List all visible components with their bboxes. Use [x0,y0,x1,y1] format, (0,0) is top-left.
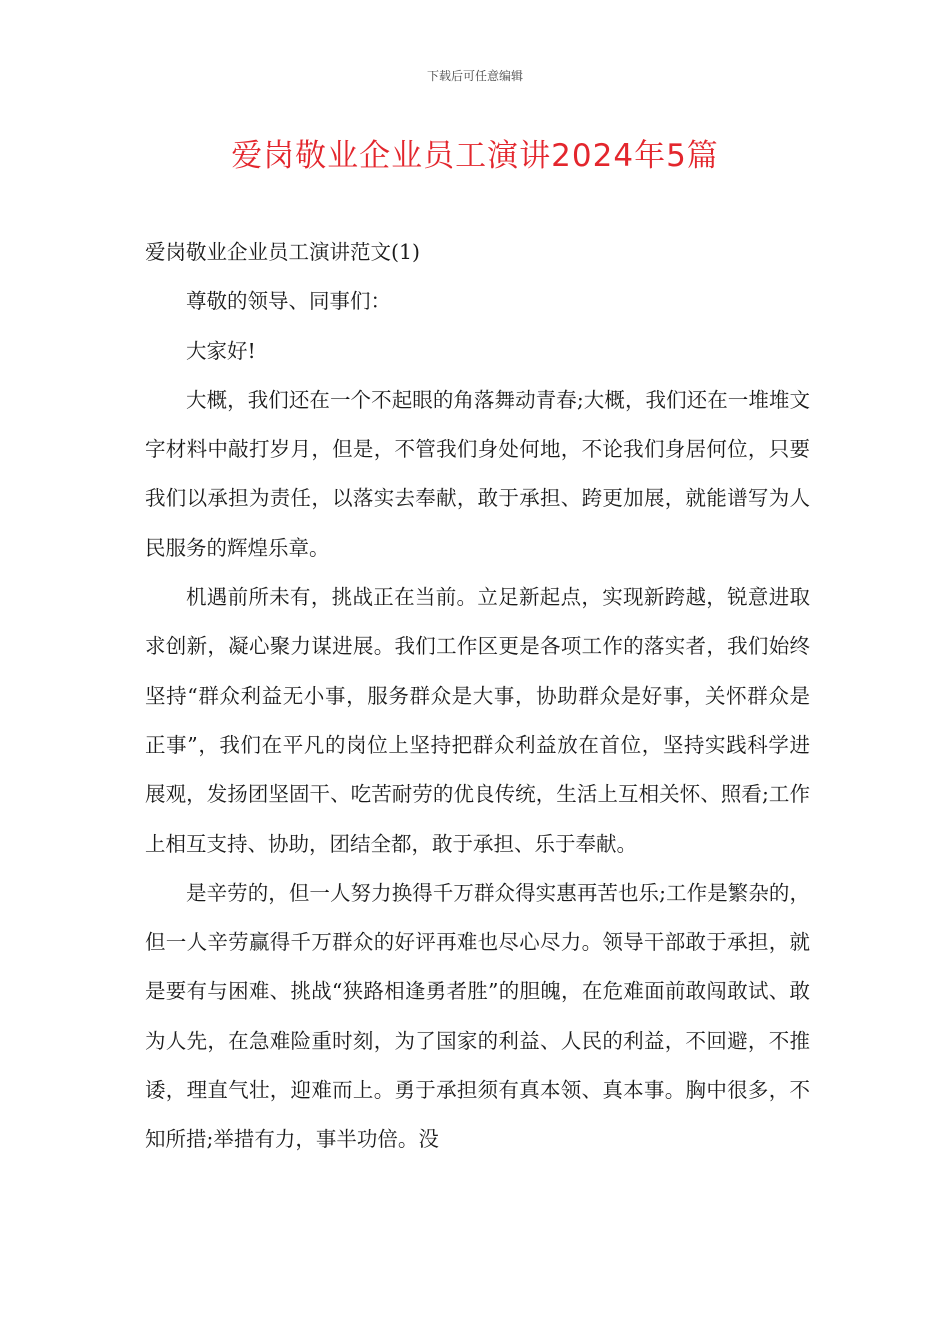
paragraph-greeting: 尊敬的领导、同事们： [186,289,391,314]
header-note: 下载后可任意编辑 [426,69,523,83]
paragraph-hello: 大家好! [186,338,256,363]
document-title: 爱岗敬业企业员工演讲2024年5篇 [231,138,719,174]
paragraph-2: 机遇前所未有，挑战正在当前。立足新起点，实现新跨越，锐意进取求创新，凝心聚力谋进展。我们工作区更是各项工作的落实者，我们始终坚持“群众利益无小事，服务群众是大事，协助群众是好事，关怀群众是正事”，我们在平凡的岗位上坚持把群众利益放在首位，坚持实践科学进展观，发扬团坚固干、吃苦耐劳的优良传统，生活上互相关怀、照看;工作上相互支持、协助，团结全都，敢于承担、乐于奉献。 [145,585,810,856]
document-body [145,228,810,1165]
section-heading: 爱岗敬业企业员工演讲范文(1) [145,240,421,264]
paragraph-1: 大概，我们还在一个不起眼的角落舞动青春;大概，我们还在一堆堆文字材料中敲打岁月，但是，不管我们身处何地，不论我们身居何位，只要我们以承担为责任，以落实去奉献，敢于承担、跨更加展，就能谱写为人民服务的辉煌乐章。 [145,387,810,560]
paragraph-3: 是辛劳的，但一人努力换得千万群众得实惠再苦也乐;工作是繁杂的，但一人辛劳赢得千万群众的好评再难也尽心尽力。领导干部敢于承担，就是要有与困难、挑战“狭路相逢勇者胜”的胆魄，在危难面前敢闯敢试、敢为人先，在急难险重时刻，为了国家的利益、人民的利益，不回避，不推诿，理直气壮，迎难而上。勇于承担须有真本领、真本事。胸中很多，不知所措;举措有力，事半功倍。没 [145,880,810,1152]
